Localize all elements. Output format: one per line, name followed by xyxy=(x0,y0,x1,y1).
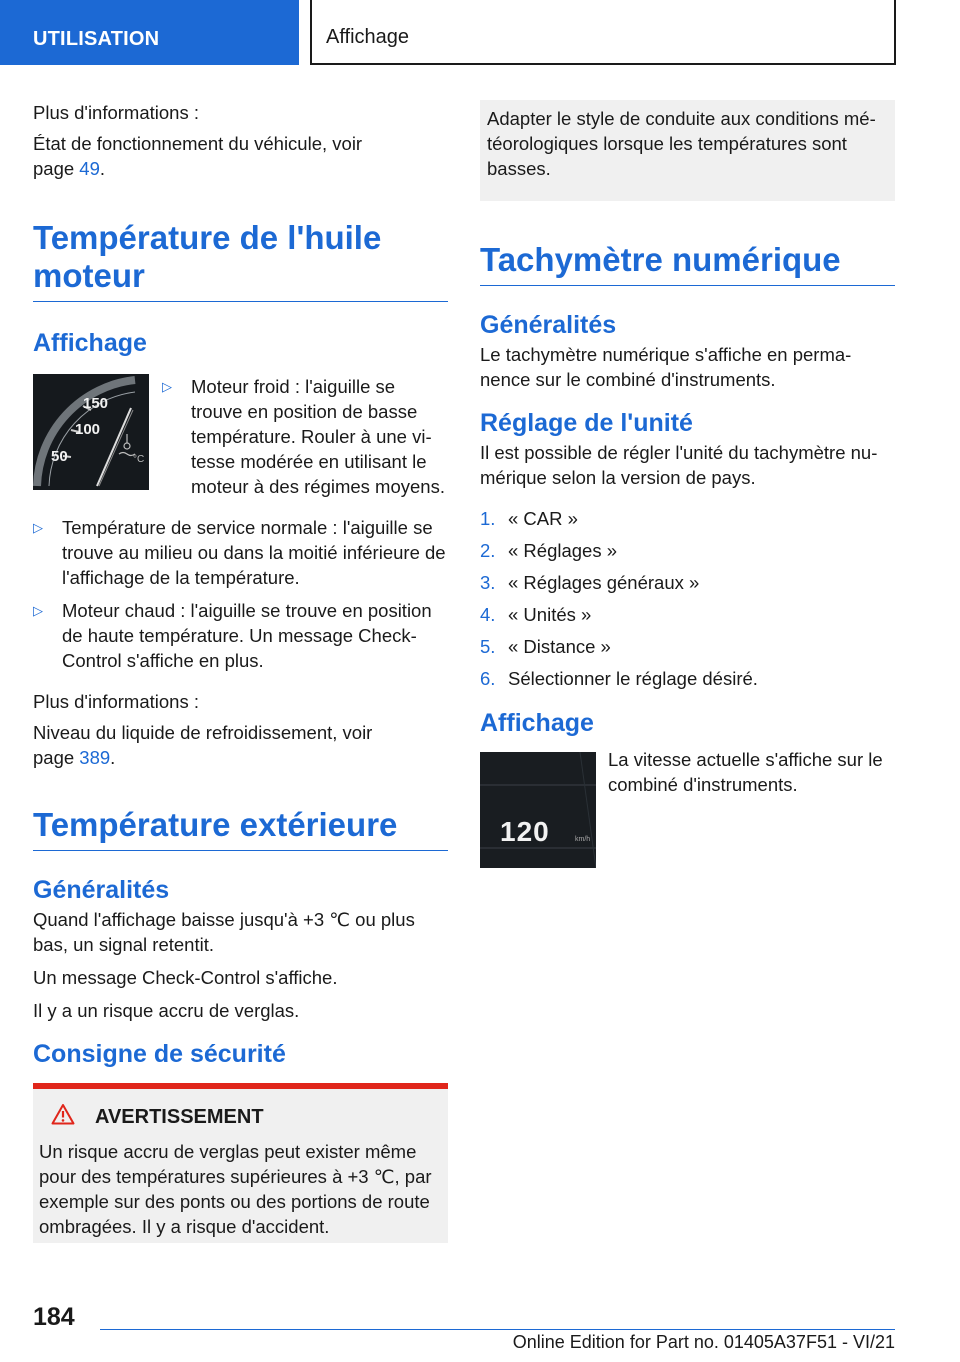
warning-header xyxy=(39,1103,442,1131)
oil-display-block xyxy=(33,374,448,507)
body-text: Il y a un risque accru de verglas. xyxy=(33,1000,300,1021)
subsection-generalites: Généralités xyxy=(480,311,617,339)
list-item: 3. « Réglages généraux » xyxy=(480,572,700,593)
edition-note: Online Edition for Part no. 01405A37F51 - VI/21 xyxy=(512,1332,895,1352)
reference-paragraph: Niveau du liquide de refroidissement, voir page 389. xyxy=(33,722,373,768)
warning-triangle-icon xyxy=(51,1103,75,1131)
right-column xyxy=(480,100,895,868)
list-item: 1. « CAR » xyxy=(480,508,578,529)
list-item: ▷ Moteur froid : l'aiguille se trouve en position de basse température. Rouler à une vi-tesse modérée en utilisant le moteur à des régimes moyens. xyxy=(162,376,445,497)
gauge-label: 50 xyxy=(51,448,68,465)
section-title-exterior: Température extérieure xyxy=(33,806,448,851)
steps-list xyxy=(480,506,895,698)
speed-value: 120 xyxy=(500,816,550,847)
gauge-icon xyxy=(33,374,149,490)
tip-box: Adapter le style de conduite aux conditions mé-téorologiques lorsque les températures sont basses. xyxy=(480,100,895,201)
gauge-label: 100 xyxy=(75,421,101,438)
subsection-safety: Consigne de sécurité xyxy=(33,1040,286,1068)
header-title: Affichage xyxy=(310,0,896,65)
list-item: ▷ Moteur chaud : l'aiguille se trouve en position de haute température. Un message Check-Control s'affiche en plus. xyxy=(33,600,432,671)
page-link[interactable]: 49 xyxy=(79,158,100,179)
footer-divider xyxy=(100,1329,895,1330)
speed-display-block xyxy=(480,749,895,868)
body-text: Le tachymètre numérique s'affiche en perma-nence sur le combiné d'instruments. xyxy=(480,344,852,390)
subsection-affichage: Affichage xyxy=(33,329,147,357)
section-title-tachometer: Tachymètre numérique xyxy=(480,241,895,286)
subsection-unit: Réglage de l'unité xyxy=(480,409,693,437)
body-text: Un message Check-Control s'affiche. xyxy=(33,967,338,988)
oil-gauge-image xyxy=(33,374,149,490)
warning-text: Un risque accru de verglas peut exister même pour des températures supérieures à +3 ℃, par exemple sur des ponts ou des portions de route ombragées. Il y a risque d'accident. xyxy=(39,1141,432,1237)
warning-box xyxy=(33,1083,448,1243)
list-item: 2. « Réglages » xyxy=(480,540,618,561)
gauge-label: 150 xyxy=(83,395,109,412)
warning-title: AVERTISSEMENT xyxy=(95,1105,264,1128)
reference-paragraph: État de fonctionnement du véhicule, voir page 49. xyxy=(33,133,363,179)
list-item: 6. Sélectionner le réglage désiré. xyxy=(480,668,758,689)
more-info-label: Plus d'informations : xyxy=(33,691,199,712)
speed-display-image xyxy=(480,752,596,868)
body-text: Quand l'affichage baisse jusqu'à +3 ℃ ou plus bas, un signal retentit. xyxy=(33,909,415,955)
subsection-affichage: Affichage xyxy=(480,709,594,737)
body-text: La vitesse actuelle s'affiche sur le combiné d'instruments. xyxy=(608,749,883,795)
more-info-label: Plus d'informations : xyxy=(33,102,199,123)
triangle-bullet-icon: ▷ xyxy=(33,520,43,535)
svg-text:°C: °C xyxy=(133,454,145,465)
left-column xyxy=(33,100,448,1243)
header-section: UTILISATION xyxy=(0,0,299,65)
list-item: 4. « Unités » xyxy=(480,604,592,625)
body-text: Il est possible de régler l'unité du tachymètre nu-mérique selon la version de pays. xyxy=(480,442,878,488)
list-item: 5. « Distance » xyxy=(480,636,611,657)
oil-bullet-first xyxy=(162,374,448,507)
triangle-bullet-icon: ▷ xyxy=(33,603,43,618)
speed-unit: km/h xyxy=(575,836,591,843)
section-title-oil: Température de l'huile moteur xyxy=(33,219,448,302)
triangle-bullet-icon: ▷ xyxy=(162,379,172,394)
page-link[interactable]: 389 xyxy=(79,747,111,768)
subsection-generalites: Généralités xyxy=(33,876,170,904)
page-number: 184 xyxy=(33,1303,75,1331)
list-item: ▷ Température de service normale : l'aiguille se trouve au milieu ou dans la moitié inférieure de l'affichage de la température. xyxy=(33,517,446,588)
